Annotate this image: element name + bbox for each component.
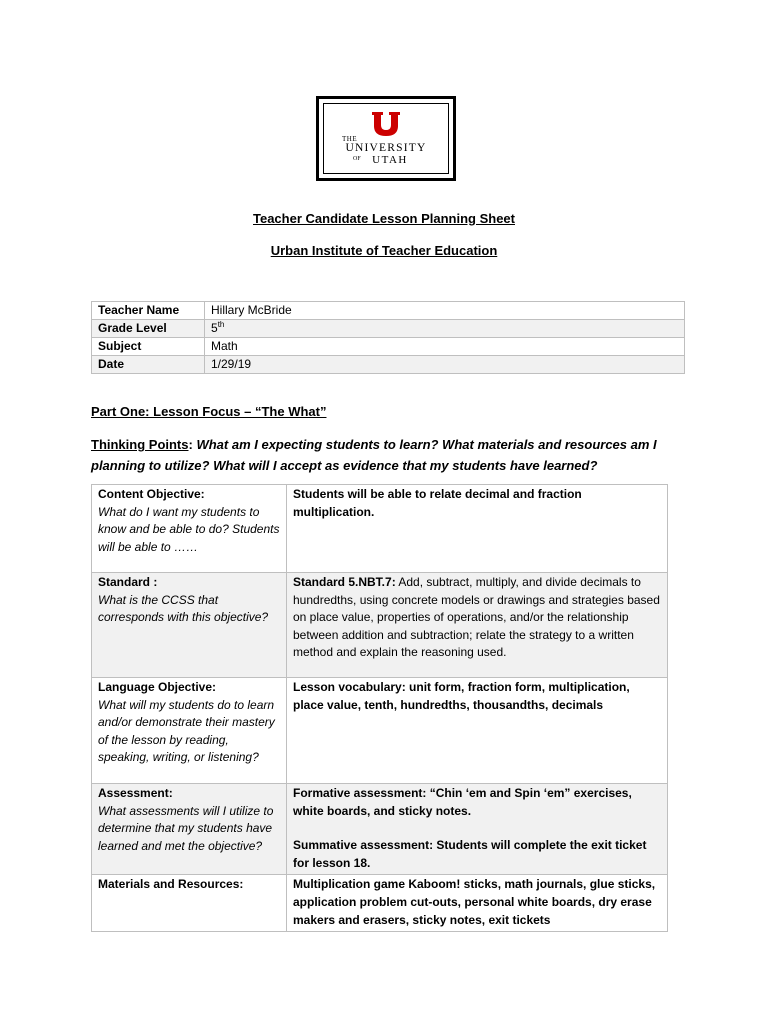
table-row	[92, 356, 685, 374]
grade-level-suffix: th	[217, 320, 225, 329]
summative-assessment-text: Summative assessment: Students will complete the exit ticket for lesson 18.	[293, 838, 647, 870]
assessment-answer-cell	[287, 784, 668, 875]
table-row	[92, 875, 668, 932]
assessment-question: What assessments will I utilize to determine that my students have learned and met the objective?	[98, 803, 274, 853]
standard-label: Standard :	[98, 575, 158, 589]
standard-cell	[92, 573, 287, 678]
content-objective-answer-cell	[287, 485, 668, 573]
page-subtitle: Urban Institute of Teacher Education	[270, 243, 498, 258]
logo-utah-text: UTAH	[372, 154, 408, 166]
teacher-name-value: Hillary McBride	[205, 302, 685, 320]
logo-of-text: OF	[353, 156, 361, 162]
formative-assessment-text: Formative assessment: “Chin ‘em and Spin ‘em” exercises, white boards, and sticky notes.	[293, 786, 632, 818]
standard-question: What is the CCSS that corresponds with this objective?	[98, 592, 269, 625]
table-row	[92, 485, 668, 573]
part-one-heading: Part One: Lesson Focus – “The What”	[91, 404, 327, 419]
standard-answer-cell	[287, 573, 668, 678]
table-row	[92, 320, 685, 338]
thinking-points-colon: :	[188, 437, 193, 452]
logo-the-text: THE	[342, 135, 358, 143]
subject-label: Subject	[92, 338, 205, 356]
thinking-points	[91, 434, 691, 476]
logo-frame	[323, 103, 449, 174]
thinking-question-2: What will I accept as evidence that my students have learned?	[213, 458, 598, 473]
assessment-label: Assessment:	[98, 786, 173, 800]
language-objective-question: What will my students do to learn and/or demonstrate their mastery of the lesson by reading, speaking, writing, or listening?	[98, 697, 275, 765]
teacher-name-label: Teacher Name	[92, 302, 205, 320]
materials-label: Materials and Resources:	[98, 877, 244, 892]
table-row	[92, 573, 668, 678]
lesson-plan-table	[91, 484, 668, 932]
table-row	[92, 678, 668, 784]
teacher-info-table	[91, 301, 685, 374]
materials-answer: Multiplication game Kaboom! sticks, math journals, glue sticks, application problem cut-outs, personal white boards, dry erase makers and erasers, sticky notes, exit tickets	[293, 877, 656, 927]
table-row	[92, 784, 668, 875]
subject-value: Math	[205, 338, 685, 356]
grade-level-value: 5	[211, 321, 218, 335]
block-u-icon	[371, 111, 401, 137]
date-value: 1/29/19	[205, 356, 685, 374]
thinking-points-label: Thinking Points	[91, 437, 189, 452]
language-objective-answer-cell	[287, 678, 668, 784]
table-row	[92, 338, 685, 356]
language-objective-cell	[92, 678, 287, 784]
standard-code: Standard 5.NBT.7:	[293, 575, 396, 589]
content-objective-question: What do I want my students to know and be able to do? Students will be able to ……	[98, 504, 280, 554]
grade-level-cell	[205, 320, 685, 338]
assessment-cell	[92, 784, 287, 875]
materials-cell	[92, 875, 287, 932]
content-objective-label: Content Objective:	[98, 487, 205, 501]
thinking-question-1: What am I expecting students to learn? What materials and resources am I planning to utilize?	[91, 437, 657, 473]
materials-answer-cell	[287, 875, 668, 932]
grade-level-label: Grade Level	[92, 320, 205, 338]
university-logo	[316, 96, 456, 181]
standard-text: Add, subtract, multiply, and divide decimals to hundredths, using concrete models or drawings and strategies based on place value, properties of operations, and/or the relationship between addition and subtraction; relate the strategy to a written method and explain the reasoning used.	[293, 575, 660, 660]
content-objective-cell	[92, 485, 287, 573]
language-objective-label: Language Objective:	[98, 680, 217, 694]
language-objective-answer: Lesson vocabulary: unit form, fraction form, multiplication, place value, tenth, hundredths, thousandths, decimals	[293, 680, 630, 712]
date-label: Date	[92, 356, 205, 374]
logo-university-text: UNIVERSITY	[345, 142, 427, 154]
paragraph-gap	[293, 820, 661, 837]
table-row	[92, 302, 685, 320]
content-objective-answer: Students will be able to relate decimal and fraction multiplication.	[293, 487, 582, 519]
page-title: Teacher Candidate Lesson Planning Sheet	[253, 211, 515, 226]
